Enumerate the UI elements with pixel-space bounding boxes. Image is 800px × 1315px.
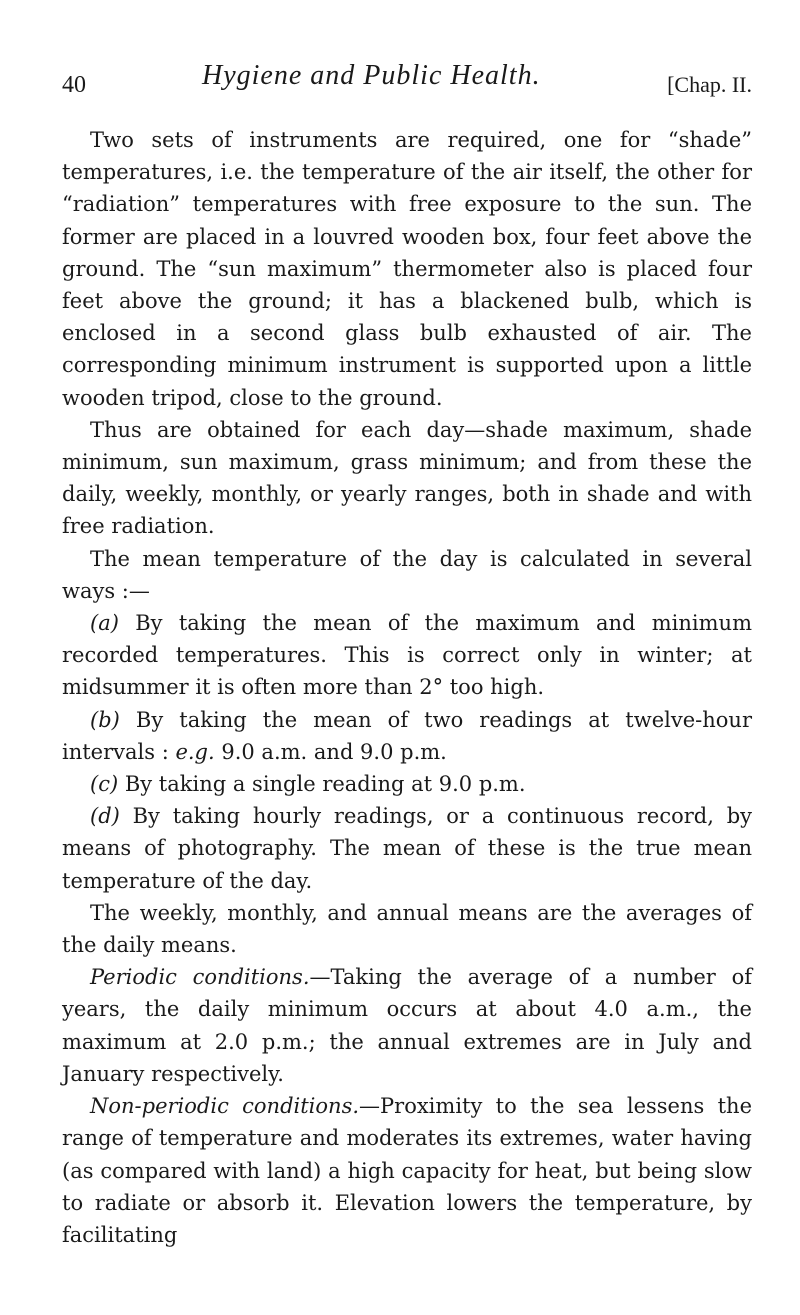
item-c-label: (c)	[90, 772, 119, 797]
list-item-a	[62, 607, 752, 704]
item-d-label: (d)	[90, 804, 120, 829]
item-b-text-end: 9.0 a.m. and 9.0 p.m.	[214, 739, 447, 764]
paragraph-mean-temperature: The mean temperature of the day is calculated in several ways :—	[62, 546, 752, 603]
non-periodic-heading: Non-periodic conditions.	[90, 1094, 360, 1119]
item-c-text: By taking a single reading at 9.0 p.m.	[118, 772, 526, 797]
page-header	[62, 60, 752, 110]
chapter-label: [Chap. II.	[667, 72, 752, 97]
item-a-text: By taking the mean of the maximum and minimum recorded temperatures. This is correct only in winter; at midsummer it is often more than 2° too high.	[62, 611, 752, 700]
paragraph-instruments: Two sets of instruments are required, one for “shade” temperatures, i.e. the temperature of the air itself, the other for “radiation” temperatures with free exposure to the sun. The former are placed in a louvred wooden box, four feet above the ground. The “sun maximum” thermometer also is placed four feet above the ground; it has a blackened bulb, which is enclosed in a second glass bulb exhausted of air. The corresponding minimum instrument is supported upon a little wooden tripod, close to the ground.	[62, 128, 752, 410]
periodic-heading: Periodic conditions.	[90, 965, 310, 990]
item-b-label: (b)	[90, 707, 120, 732]
paragraph-non-periodic	[62, 1090, 752, 1251]
running-title: Hygiene and Public Health.	[202, 60, 541, 91]
item-b-text: By taking the mean of two readings at twelve-hour intervals :	[62, 707, 752, 764]
page-number: 40	[62, 72, 86, 98]
non-periodic-text: —Proximity to the sea lessens the range of temperature and moderates its extremes, water having (as compared with land) a high capacity for heat, but being slow to radiate or absorb it. Elevation lowers the temperature, by facilitating	[62, 1094, 752, 1247]
list-item-d	[62, 800, 752, 897]
paragraph-periodic	[62, 961, 752, 1090]
list-item-c	[62, 768, 752, 800]
paragraph-daily-readings: Thus are obtained for each day—shade maximum, shade minimum, sun maximum, grass minimum; and from these the daily, weekly, monthly, or yearly ranges, both in shade and with free radiation.	[62, 417, 752, 539]
list-item-b	[62, 704, 752, 768]
item-b-eg: e.g.	[175, 739, 215, 764]
item-a-label: (a)	[90, 611, 119, 636]
paragraph-weekly-means: The weekly, monthly, and annual means are the averages of the daily means.	[62, 900, 752, 958]
periodic-text: —Taking the average of a number of years, the daily minimum occurs at about 4.0 a.m., the maximum at 2.0 p.m.; the annual extremes are in July and January respectively.	[62, 965, 752, 1086]
item-d-text: By taking hourly readings, or a continuous record, by means of photography. The mean of these is the true mean temperature of the day.	[62, 804, 752, 893]
body-text	[62, 124, 752, 1251]
